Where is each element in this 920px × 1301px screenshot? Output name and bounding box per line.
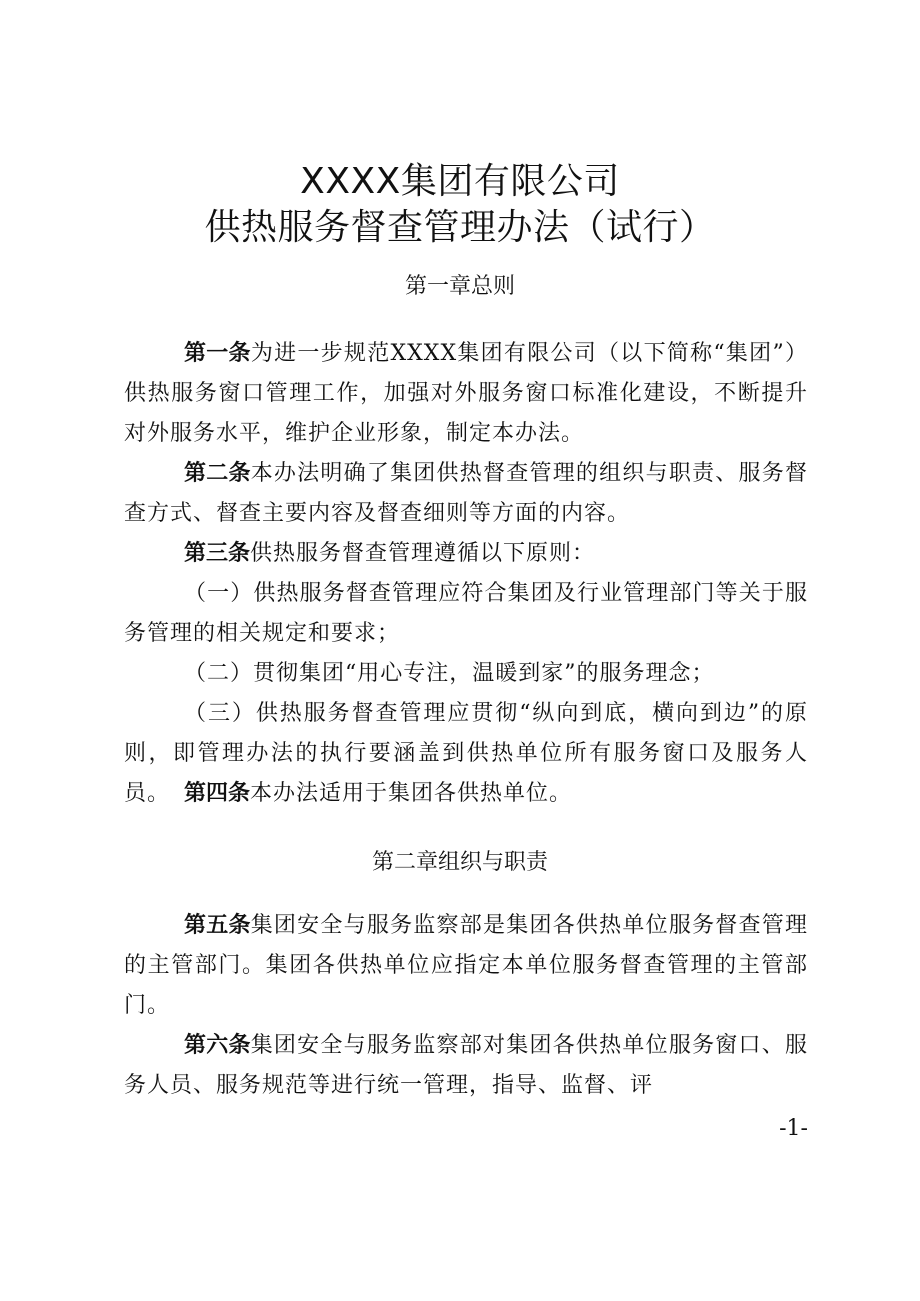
principle-3: （三）供热服务督查管理应贯彻“纵向到底，横向到边”的原则，即管理办法的执行要涵盖到供热单位所有服务窗口及服务人员。: [124, 701, 808, 806]
article-6-text: 集团安全与服务监察部对集团各供热单位服务窗口、服务人员、服务规范等进行统一管理，指导、监督、评: [124, 1033, 808, 1098]
article-5-text: 集团安全与服务监察部是集团各供热单位服务督查管理的主管部门。集团各供热单位应指定本单位服务督查管理的主管部门。: [124, 913, 808, 1018]
article-4-text: 本办法适用于集团各供热单位。: [250, 781, 573, 806]
document-title-regulation: 供热服务督查管理办法（试行）: [204, 207, 716, 248]
article-4: [124, 774, 808, 814]
article-1: [124, 334, 808, 454]
document-title-company: XXXX集团有限公司: [300, 161, 620, 202]
principle-1: （一）供热服务督查管理应符合集团及行业管理部门等关于服务管理的相关规定和要求；: [124, 581, 808, 646]
article-5: [124, 906, 808, 1026]
article-2-text: 本办法明确了集团供热督查管理的组织与职责、服务督查方式、督查主要内容及督查细则等方面的内容。: [124, 461, 808, 526]
principle-2: （二）贯彻集团“用心专注，温暖到家”的服务理念；: [184, 661, 715, 686]
chapter-heading-organization: 第二章组织与职责: [371, 850, 548, 875]
article-2: [124, 454, 808, 534]
article-3: [124, 534, 808, 574]
article-4-head: 第四条: [184, 781, 251, 806]
article-1-text: 为进一步规范XXXX集团有限公司（以下简称“集团”）供热服务窗口管理工作，加强对外服务窗口标准化建设，不断提升对外服务水平，维护企业形象，制定本办法。: [124, 341, 808, 446]
page-number: -1-: [779, 1116, 808, 1141]
chapter-heading-general: 第一章总则: [404, 274, 515, 299]
article-3-head: 第三条: [184, 541, 251, 566]
article-5-head: 第五条: [184, 913, 251, 938]
article-6: [124, 1026, 808, 1106]
article-6-head: 第六条: [184, 1033, 251, 1058]
article-3-text: 供热服务督查管理遵循以下原则：: [250, 541, 596, 566]
article-2-head: 第二条: [184, 461, 251, 486]
article-1-head: 第一条: [184, 341, 251, 366]
